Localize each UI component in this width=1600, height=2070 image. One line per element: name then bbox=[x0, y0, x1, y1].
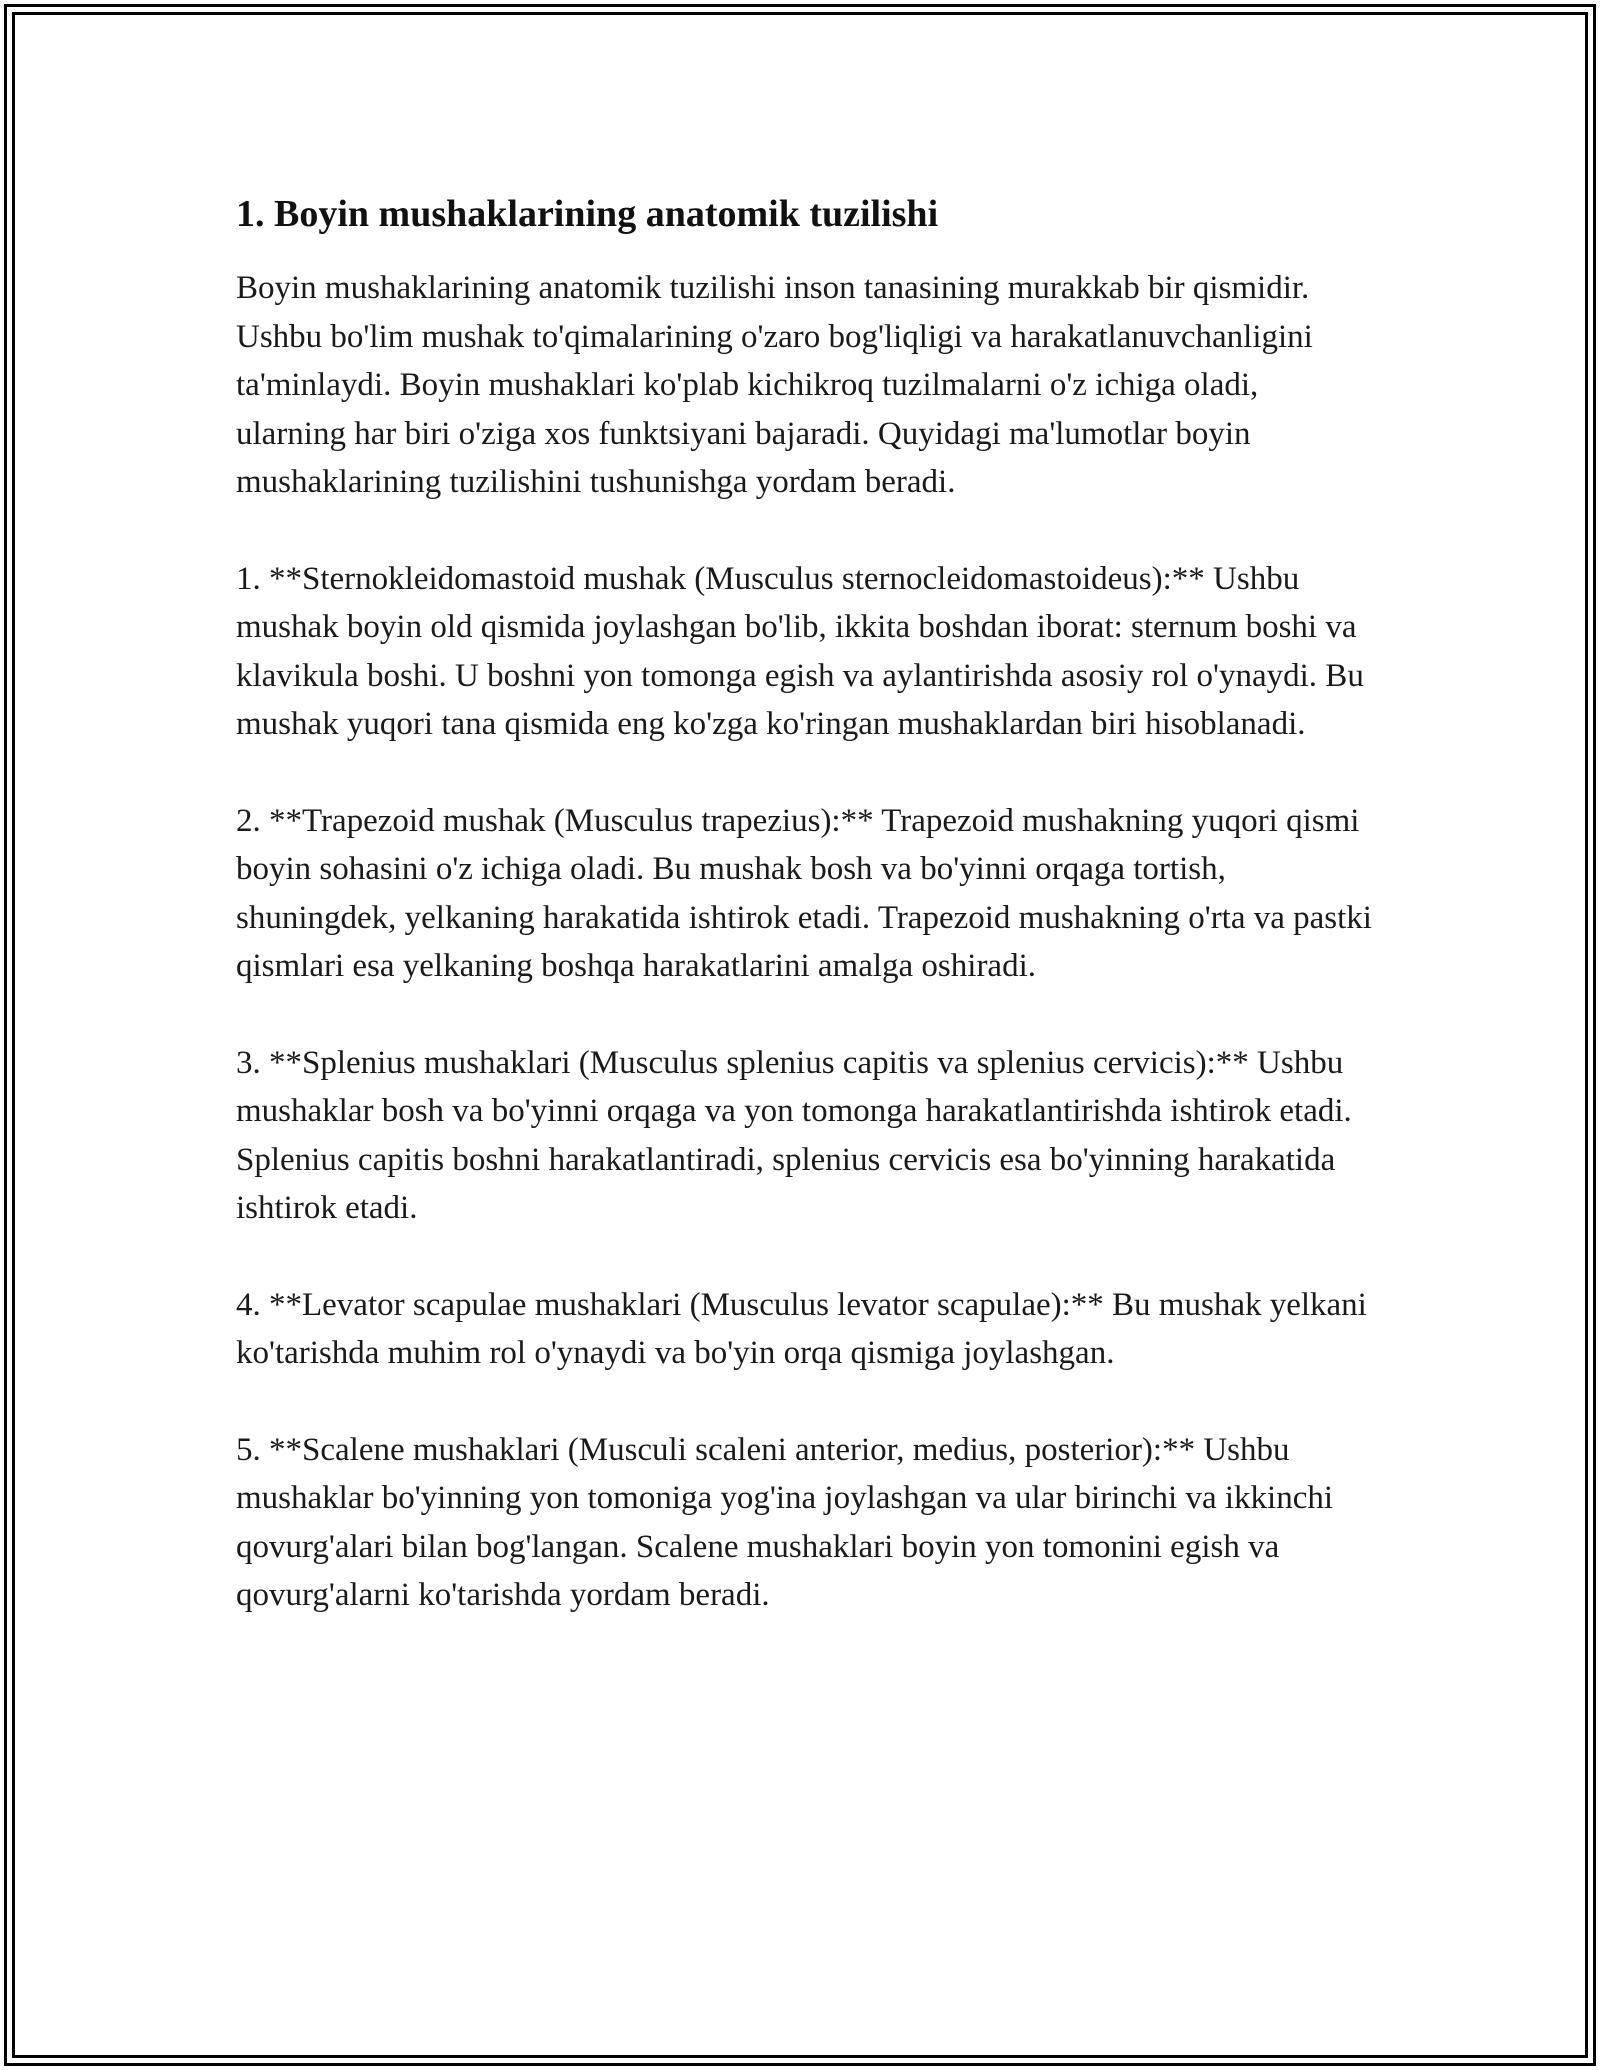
document-body bbox=[236, 186, 1376, 1668]
list-item-scalene: 5. **Scalene mushaklari (Musculi scaleni anterior, medius, posterior):** Ushbu mushaklar bo'yinning yon tomoniga yog'ina joylashgan va ular birinchi va ikkinchi qovurg'alari bilan bog'langan. Scalene mushaklari boyin yon tomonini egish va qovurg'alarni ko'tarishda yordam beradi. bbox=[236, 1431, 1334, 1613]
list-item-splenius: 3. **Splenius mushaklari (Musculus splenius capitis va splenius cervicis):** Ushbu mushaklar bosh va bo'yinni orqaga va yon tomonga harakatlantirishda ishtirok etadi. Splenius capitis boshni harakatlantiradi, splenius cervicis esa bo'yinning harakatida ishtirok etadi. bbox=[236, 1044, 1352, 1226]
section-heading: 1. Boyin mushaklarining anatomik tuzilishi bbox=[236, 193, 939, 235]
list-item-sternocleidomastoid: 1. **Sternokleidomastoid mushak (Musculus sternocleidomastoideus):** Ushbu mushak boyin old qismida joylashgan bo'lib, ikkita boshdan iborat: sternum boshi va klavikula boshi. U boshni yon tomonga egish va aylantirishda asosiy rol o'ynaydi. Bu mushak yuqori tana qismida eng ko'zga ko'ringan mushaklardan biri hisoblanadi. bbox=[236, 560, 1364, 742]
list-item-trapezius: 2. **Trapezoid mushak (Musculus trapezius):** Trapezoid mushakning yuqori qismi boyin sohasini o'z ichiga oladi. Bu mushak bosh va bo'yinni orqaga tortish, shuningdek, yelkaning harakatida ishtirok etadi. Trapezoid mushakning o'rta va pastki qismlari esa yelkaning boshqa harakatlarini amalga oshiradi. bbox=[236, 802, 1372, 984]
list-item-levator-scapulae: 4. **Levator scapulae mushaklari (Musculus levator scapulae):** Bu mushak yelkani ko'tarishda muhim rol o'ynaydi va bo'yin orqa qismiga joylashgan. bbox=[236, 1286, 1367, 1371]
intro-paragraph: Boyin mushaklarining anatomik tuzilishi inson tanasining murakkab bir qismidir. Ushbu bo'lim mushak to'qimalarining o'zaro bog'liqligi va harakatlanuvchanligini ta'minlaydi. Boyin mushaklari ko'plab kichikroq tuzilmalarni o'z ichiga oladi, ularning har biri o'ziga xos funktsiyani bajaradi. Quyidagi ma'lumotlar boyin mushaklarining tuzilishini tushunishga yordam beradi. bbox=[236, 270, 1313, 500]
